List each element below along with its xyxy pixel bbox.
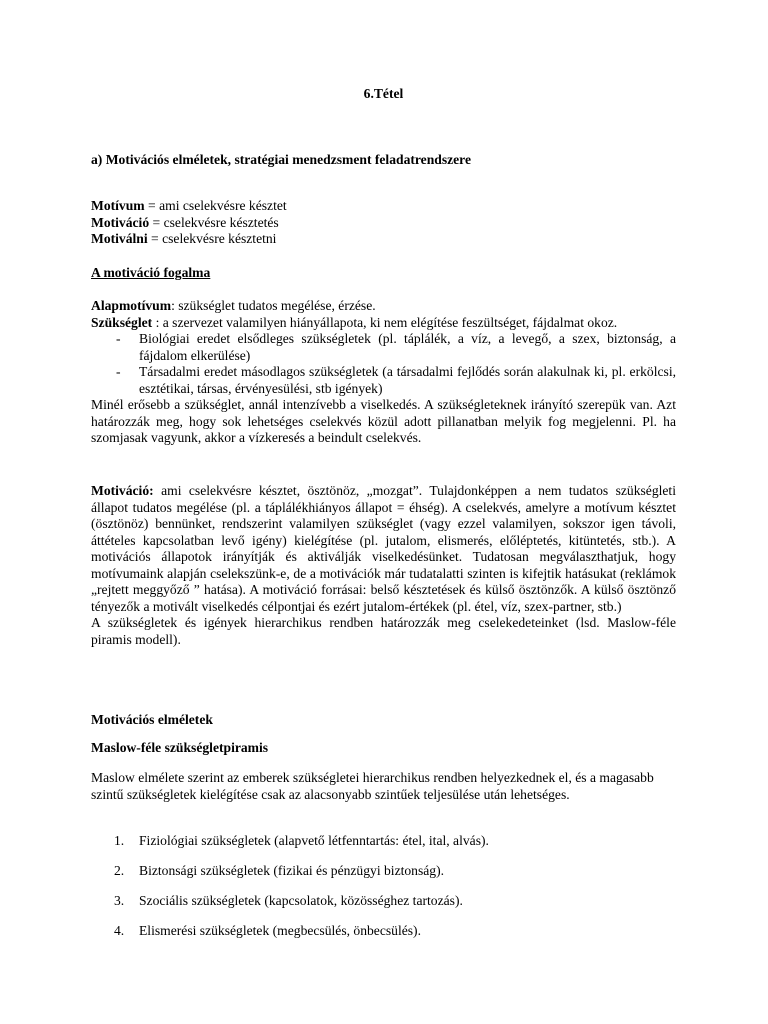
document-heading: 6.Tétel [363,86,404,101]
section-a-title: a) Motivációs elméletek, stratégiai menedzsment feladatrendszere [91,152,472,167]
motivation-block [91,483,676,648]
list-item: 1. Fiziológiai szükségletek (alapvető létfenntartás: étel, ital, alvás). [114,833,489,848]
paragraph-minel: Minél erősebb a szükséglet, annál intenzívebb a viselkedés. A szükségleteknek irányító szerepük van. Azt határozzák meg, hogy sok lehetséges cselekvés közül adott pillanatban melyik fog megjelenni. Pl. ha szomjasak vagyunk, akkor a vízkeresés a beindult cselekvés. [91,397,676,445]
motivacio-definition: Motiváció: ami cselekvésre késztet, ösztönöz, „mozgat”. Tulajdonképpen a nem tudatos szükségleti állapot tudatos megélése (pl. a táplálékhiányos állapot = éhség). A cselekvés, amelyre a motívum késztet (ösztönöz) bennünket, rendszerint valamilyen szükséglet (vagy ezzel valamilyen, sokszor igen távoli, áttételes kapcsolatban levő igény) kielégítése (pl. jutalom, elismerés, előléptetés, kitüntetés, stb.). A motivációs állapotok irányítják és aktiválják viselkedésünket. Tudatosan megválaszthatjuk, hogy motívumaink alapján cselekszünk-e, de a motivációk már tudatalatti szinten is kifejtik hatásukat (reklámok „rejtett meggyőző ” hatása). A motiváció forrásai: belső késztetések és külső ösztönzők. A külső ösztönző tényezők a motivált viselkedés célpontjai és ezért jutalom-értékek (pl. étel, víz, szex-partner, stb.) [91,483,676,614]
maslow-intro: Maslow elmélete szerint az emberek szükségletei hierarchikus rendben helyezkednek el, és a magasabb szintű szükségletek kielégítése csak az alacsonyabb szintűek teljesülése után lehetséges. [91,770,654,802]
list-item: 2. Biztonsági szükségletek (fizikai és pénzügyi biztonság). [114,863,445,878]
maslow-title: Maslow-féle szükségletpiramis [91,740,269,755]
definition-motivacio: Motiváció = cselekvésre késztetés [91,214,279,230]
definition-motivalni: Motiválni = cselekvésre késztetni [91,231,277,246]
list-item: - Társadalmi eredet másodlagos szükségletek (a társadalmi fejlődés során alakulnak ki, pl. erkölcsi, esztétikai, társas, érvényesülési, stb igények) [116,364,676,396]
alapmotivum-line: Alapmotívum: szükséglet tudatos megélése, érzése. [91,298,376,313]
motivational-theories-title: Motivációs elméletek [91,712,213,727]
list-item: 3. Szociális szükségletek (kapcsolatok, közösséghez tartozás). [114,893,463,908]
definition-motivum: Motívum = ami cselekvésre késztet [91,198,287,213]
paragraph-hierarchy: A szükségletek és igények hierarchikus rendben határozzák meg cselekedeteinket (lsd. Maslow-féle piramis modell). [91,615,676,647]
concept-block [91,298,676,447]
list-item: 4. Elismerési szükségletek (megbecsülés, önbecsülés). [114,923,421,938]
szukseglet-definition: Szükséglet : a szervezet valamilyen hiányállapota, ki nem elégítése feszültséget, fájdalmat okoz. [91,314,618,330]
maslow-levels-list [91,832,676,952]
needs-list [91,331,676,397]
concept-title: A motiváció fogalma [91,265,211,280]
list-item: - Biológiai eredet elsődleges szükségletek (pl. táplálék, a víz, a levegő, a szex, biztonság, a fájdalom elkerülése) [116,331,676,363]
definitions-block [91,198,676,248]
